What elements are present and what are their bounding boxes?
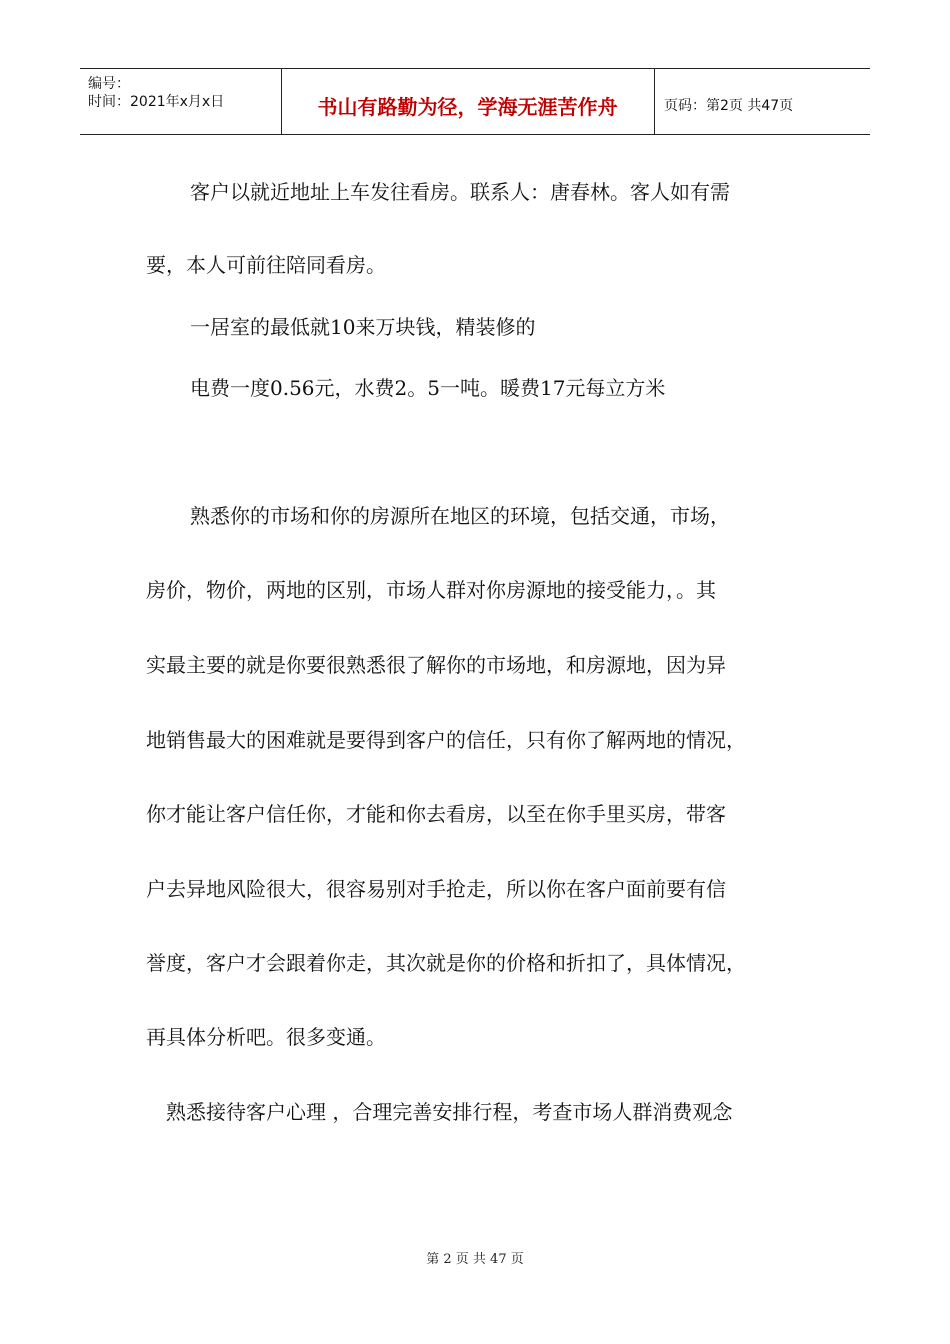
header-left-cell <box>80 69 282 134</box>
page-header <box>80 68 870 135</box>
header-page-info: 页码：第2页 共47页 <box>664 98 794 114</box>
document-number-label: 编号： <box>88 76 130 92</box>
body-line: 实最主要的就是你要很熟悉很了解你的市场地，和房源地，因为异 <box>146 653 726 677</box>
body-line: 熟悉你的市场和你的房源所在地区的环境，包括交通，市场， <box>190 504 730 528</box>
body-line: 再具体分析吧。很多变通。 <box>146 1025 386 1049</box>
body-line: 一居室的最低就10来万块钱，精装修的 <box>190 315 536 339</box>
body-line: 地销售最大的困难就是要得到客户的信任，只有你了解两地的情况， <box>146 728 746 752</box>
header-motto: 书山有路勤为径，学海无涯苦作舟 <box>317 95 618 119</box>
body-line: 熟悉接待客户心理 ，合理完善安排行程，考查市场人群消费观念 <box>166 1100 733 1124</box>
page-footer: 第 2 页 共 47 页 <box>426 1252 524 1267</box>
body-line: 户去异地风险很大，很容易别对手抢走，所以你在客户面前要有信 <box>146 877 726 901</box>
header-motto-cell <box>281 69 655 134</box>
document-date: 时间：2021年x月x日 <box>88 94 225 110</box>
body-line: 要，本人可前往陪同看房。 <box>146 253 386 277</box>
body-line: 誉度，客户才会跟着你走，其次就是你的价格和折扣了，具体情况， <box>146 951 746 975</box>
header-page-cell <box>654 69 870 134</box>
body-line: 房价，物价，两地的区别，市场人群对你房源地的接受能力，。其 <box>146 578 716 602</box>
body-line: 客户以就近地址上车发往看房。联系人：唐春林。客人如有需 <box>190 180 730 204</box>
body-line: 你才能让客户信任你，才能和你去看房，以至在你手里买房，带客 <box>146 802 726 826</box>
body-line: 电费一度0.56元，水费2。5一吨。暖费17元每立方米 <box>190 376 666 400</box>
